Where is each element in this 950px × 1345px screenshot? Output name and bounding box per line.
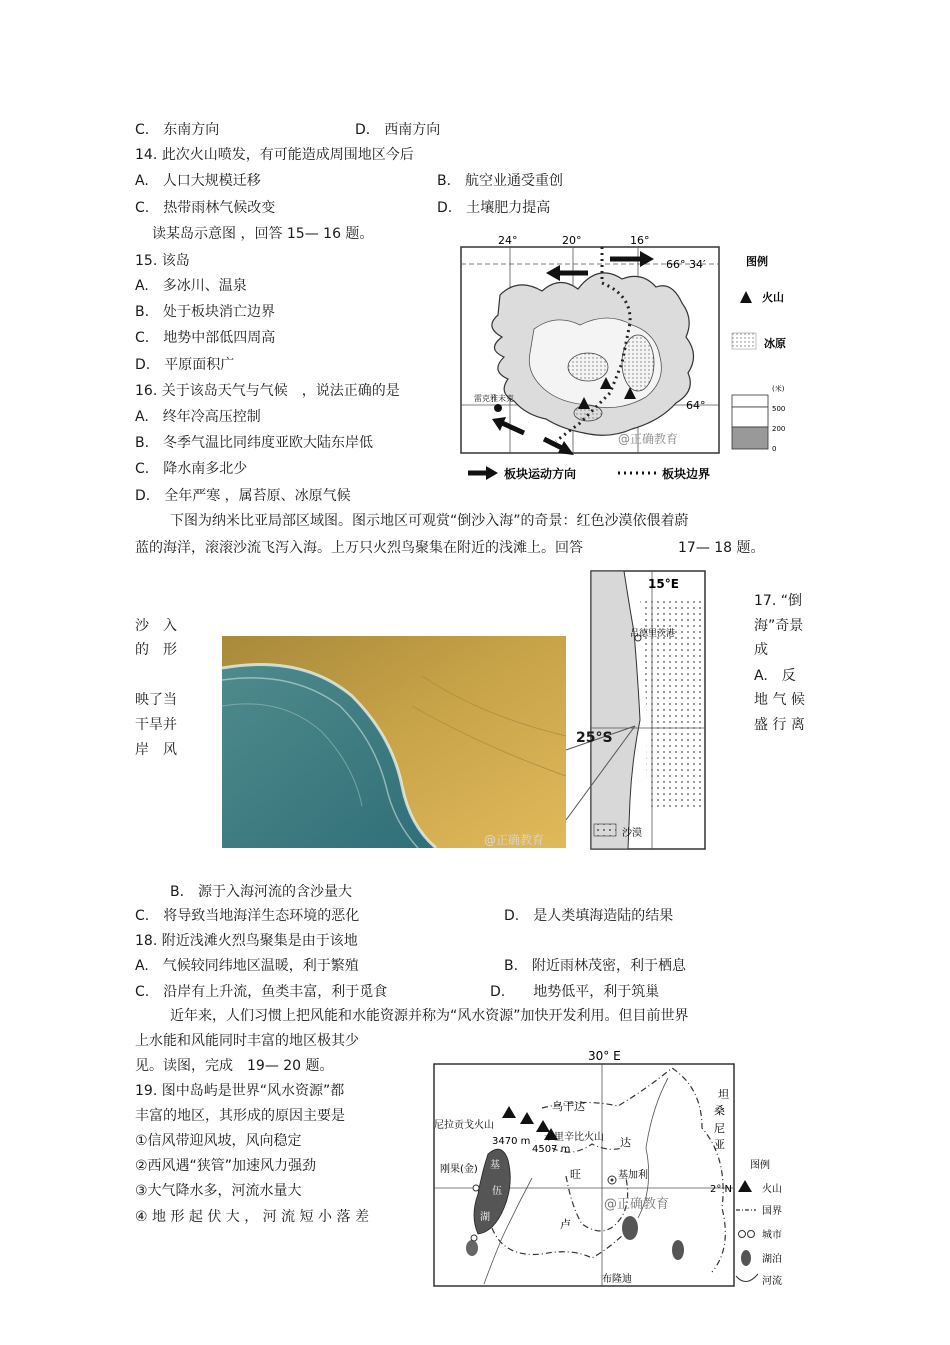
q15-stem: 15. 该岛: [135, 253, 190, 269]
label-tanzania-2: 桑: [714, 1104, 725, 1117]
legend-arrow: 板块运动方向: [504, 467, 577, 481]
q16-option-a: A. 终年冷高压控制: [135, 409, 261, 425]
africa-map: [432, 1048, 798, 1288]
q15-option-d: D. 平原面积广: [135, 357, 235, 373]
label-tanzania-3: 尼: [714, 1122, 725, 1135]
legend-unit: (米): [772, 385, 785, 393]
label-karisimbi: 卡里辛比火山: [544, 1132, 604, 1143]
q14-option-a: A. 人口大规模迁移: [135, 173, 261, 189]
port-label: 吕德里茨港: [630, 629, 676, 639]
q15-option-a: A. 多冰川、温泉: [135, 278, 247, 294]
legend-0: 0: [772, 445, 777, 453]
label-height-2: 4507 m: [532, 1144, 571, 1155]
label-height-1: 3470 m: [492, 1136, 531, 1147]
lon-16: 16°: [630, 234, 650, 247]
intro-17-line1: 下图为纳米比亚局部区域图。图示地区可观赏“倒沙入海”的奇景：红色沙漠依偎着蔚: [170, 513, 689, 529]
label-da-top: 达: [620, 1136, 631, 1149]
q17-line5-left: 干旱并: [135, 717, 177, 733]
q15-option-b: B. 处于板块消亡边界: [135, 304, 276, 320]
africa-legend-river: 河流: [762, 1276, 782, 1287]
africa-legend-title: 图例: [750, 1160, 770, 1171]
legend-ice-swatch: [732, 333, 756, 349]
legend-200: 200: [772, 425, 786, 433]
intro-19-line2: 上水能和风能同时丰富的地区极其少: [135, 1033, 359, 1049]
q17-option-b: B. 源于入海河流的含沙量大: [170, 884, 353, 900]
q16-option-b: B. 冬季气温比同纬度亚欧大陆东岸低: [135, 435, 374, 451]
africa-legend-lake: 湖泊: [762, 1254, 782, 1265]
q17-line6-right: 盛 行 离: [754, 717, 805, 733]
lon-24: 24°: [498, 234, 518, 247]
label-nyiragongo: 尼拉贡戈火山: [434, 1120, 494, 1131]
q18-stem: 18. 附近浅滩火烈鸟聚集是由于该地: [135, 933, 358, 949]
q14-stem: 14. 此次火山喷发，有可能造成周围地区今后: [135, 147, 414, 163]
q19-option-4: ④ 地 形 起 伏 大 ， 河 流 短 小 落 差: [135, 1209, 369, 1225]
q16-option-c: C. 降水南多北少: [135, 461, 248, 477]
label-congo: 刚果(金): [440, 1164, 478, 1175]
q17-right3: 成: [754, 642, 768, 658]
q16-option-d: D. 全年严寒 ，属苔原、冰原气候: [135, 488, 351, 504]
label-tanzania-1: 坦: [718, 1088, 729, 1101]
legend-city-icon: [739, 1231, 746, 1238]
label-lake-1: 基: [490, 1160, 500, 1171]
q17-option-c: C. 将导致当地海洋生态环境的恶化: [135, 908, 360, 924]
lon-30e: 30° E: [588, 1049, 621, 1063]
intro-15: 读某岛示意图 ，回答 15— 16 题。: [152, 226, 374, 242]
q17-left1: 沙 入: [135, 618, 177, 634]
legend-volcano: 火山: [762, 291, 784, 304]
intro-19-line3: 见。读图，完成 19— 20 题。: [135, 1058, 334, 1074]
q13-option-c: C. 东南方向: [135, 122, 220, 138]
q16-stem: 16. 关于该岛天气与气候 ，说法正确的是: [135, 383, 400, 399]
q17-line5-right: 地 气 候: [754, 692, 805, 708]
city-dot-icon: [494, 404, 502, 412]
intro-19-line1: 近年来，人们习惯上把风能和水能资源并称为“风水资源”加快开发利用。但目前世界: [170, 1008, 689, 1024]
q17-option-d: D. 是人类填海造陆的结果: [504, 908, 674, 924]
q18-option-d: D. 地势低平，利于筑巢: [490, 984, 660, 1000]
q17-a-right: A. 反: [754, 668, 796, 684]
city-reykjavik: 雷克雅未克: [474, 394, 514, 403]
legend-desert: 沙漠: [622, 828, 642, 839]
q18-option-a: A. 气候较同纬地区温暖，利于繁殖: [135, 958, 359, 974]
label-rwanda-1: 旺: [570, 1168, 581, 1181]
legend-ice: 冰原: [764, 337, 786, 350]
intro-17-line2-tail: 17— 18 题。: [678, 540, 765, 556]
lat-2n: 2° N: [710, 1184, 733, 1195]
africa-map-frame: [434, 1064, 734, 1286]
lake-small: [466, 1240, 478, 1256]
intro-17-line2: 蓝的海洋，滚滚沙流飞泻入海。上万只火烈鸟聚集在附近的浅滩上。回答: [135, 540, 583, 556]
label-uganda: 乌干达: [552, 1100, 585, 1113]
q14-option-d: D. 土壤肥力提高: [437, 200, 551, 216]
legend-volcano-icon: [740, 291, 752, 303]
label-tanzania-4: 亚: [714, 1138, 725, 1151]
lake-small: [622, 1216, 638, 1240]
lon-20: 20°: [562, 234, 582, 247]
label-lake-3: 湖: [480, 1212, 490, 1223]
q17-line6-left: 岸 风: [135, 742, 177, 758]
photo-watermark: @正确教育: [484, 833, 545, 847]
lat-25s: 25°S: [576, 730, 613, 746]
lat-66: 66° 34′: [666, 258, 706, 271]
q17-a-left: 映了当: [135, 692, 177, 708]
lake-small: [672, 1240, 684, 1260]
q19-stem2: 丰富的地区，其形成的原因主要是: [135, 1108, 345, 1124]
africa-legend-volcano: 火山: [762, 1184, 782, 1195]
label-rwanda-2: 卢: [560, 1218, 571, 1231]
lon-15e: 15°E: [648, 577, 679, 591]
q17-left2: 的 形: [135, 642, 177, 658]
africa-legend-border: 国界: [762, 1206, 782, 1217]
q19-option-1: ①信风带迎风坡，风向稳定: [135, 1133, 302, 1149]
q14-option-c: C. 热带雨林气候改变: [135, 200, 276, 216]
q17-right1: 17. “倒: [754, 593, 802, 609]
label-burundi: 布隆迪: [602, 1274, 632, 1285]
iceland-map: [460, 233, 812, 491]
legend-500: 500: [772, 405, 786, 413]
namibia-photo: [222, 636, 566, 848]
q13-option-d: D. 西南方向: [355, 122, 441, 138]
legend-lake-icon: [741, 1250, 751, 1266]
legend-arrow-icon: [486, 466, 498, 480]
q14-option-b: B. 航空业通受重创: [437, 173, 564, 189]
city-icon: [473, 1185, 479, 1191]
legend-boundary: 板块边界: [662, 467, 711, 481]
africa-watermark: @正确教育: [604, 1197, 670, 1212]
q18-option-b: B. 附近雨林茂密，利于栖息: [504, 958, 687, 974]
africa-legend-city: 城市: [762, 1230, 782, 1241]
label-kigali: 基加利: [618, 1170, 648, 1181]
q19-option-2: ②西风遇“狭管”加速风力强劲: [135, 1158, 317, 1174]
legend-title: 图例: [746, 255, 768, 268]
label-lake-2: 伍: [492, 1186, 502, 1197]
city-icon: [471, 1235, 477, 1241]
watermark: @正确教育: [618, 432, 679, 446]
q15-option-c: C. 地势中部低四周高: [135, 330, 276, 346]
q17-right2: 海”奇景: [754, 618, 804, 634]
q18-option-c: C. 沿岸有上升流，鱼类丰富，利于觅食: [135, 984, 388, 1000]
q19-stem1: 19. 图中岛屿是世界“风水资源”都: [135, 1083, 345, 1099]
lat-64: 64°: [686, 399, 706, 412]
legend-volcano-icon: [738, 1180, 752, 1192]
legend-river-icon: [736, 1274, 758, 1282]
q19-option-3: ③大气降水多，河流水量大: [135, 1183, 302, 1199]
